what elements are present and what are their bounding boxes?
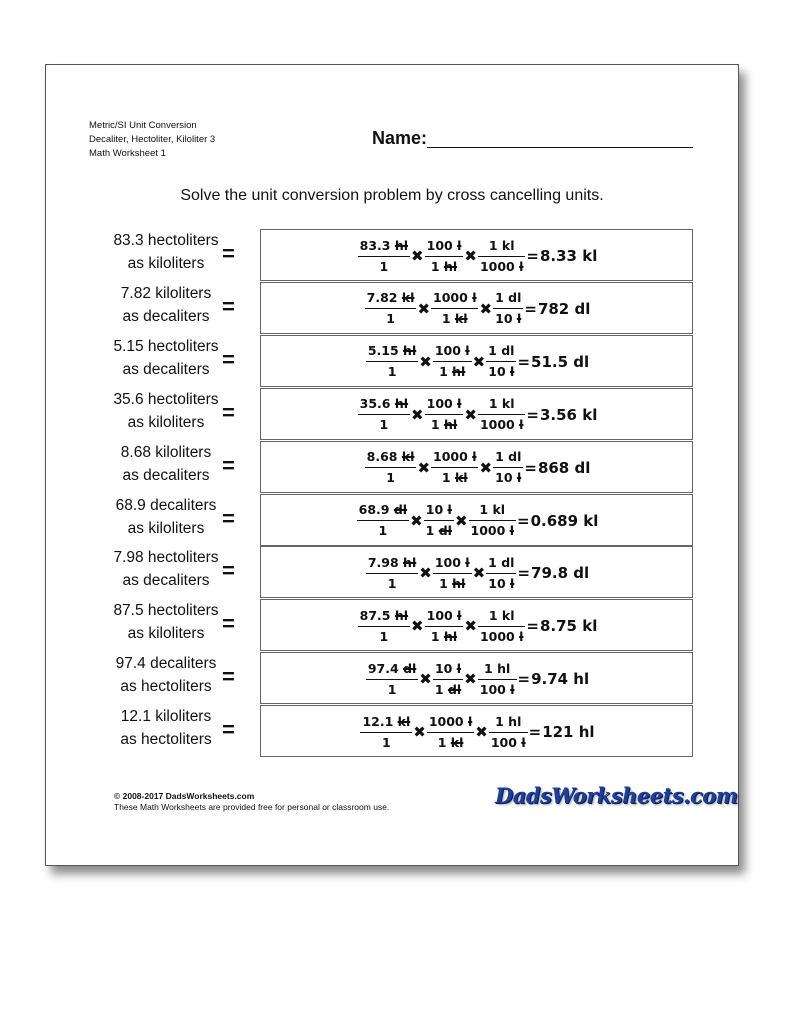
fraction [358, 608, 410, 645]
answer-box [260, 652, 693, 704]
fraction-numerator: 7.82 kl [366, 290, 415, 306]
conversion-expression [261, 547, 694, 599]
fraction-numerator: 1 hl [495, 713, 522, 729]
numerator-unit: l [447, 502, 452, 517]
fraction-bar [366, 361, 418, 362]
fraction-denominator: 1 [379, 628, 389, 644]
fraction-denominator: 1000 l [479, 628, 524, 644]
fraction-bar [478, 256, 525, 257]
fraction-denominator: 1 dl [434, 681, 462, 697]
numerator-unit: l [457, 396, 462, 412]
fraction-bar [486, 573, 516, 574]
fraction-denominator: 100 l [490, 734, 526, 750]
fraction-denominator: 1000 l [470, 523, 514, 538]
name-blank-line[interactable] [427, 147, 693, 148]
numerator-unit: dl [393, 502, 408, 517]
problem-quantity: 83.3 hectoliters [113, 232, 219, 249]
fraction [469, 502, 516, 539]
result-equals-sign: = [517, 352, 531, 371]
problem-row [46, 388, 738, 440]
numerator-unit: kl [397, 713, 411, 729]
fraction-bar [433, 361, 472, 362]
denominator-unit: kl [454, 470, 468, 486]
multiply-icon: ✖ [454, 511, 468, 530]
denominator-unit: dl [438, 523, 452, 538]
numerator-unit: kl [401, 449, 415, 465]
problem-quantity: 97.4 decaliters [115, 655, 217, 673]
fraction-bar [469, 520, 516, 521]
numerator-unit: kl [401, 290, 415, 306]
fraction [365, 290, 417, 327]
fraction-denominator: 1 [379, 258, 389, 274]
denominator-unit: l [510, 575, 515, 591]
fraction-denominator: 1 dl [425, 523, 452, 538]
multiply-icon: ✖ [479, 458, 493, 477]
denominator-unit: l [510, 681, 515, 697]
problem-target-unit: as decaliters [122, 466, 210, 484]
fraction [478, 608, 525, 645]
multiply-icon: ✖ [417, 458, 431, 477]
result-equals-sign: = [516, 511, 530, 530]
equals-sign: = [222, 293, 235, 319]
numerator-unit: l [465, 343, 470, 359]
fraction-numerator: 1 dl [488, 554, 515, 570]
numerator-unit: kl [501, 396, 515, 412]
fraction-numerator: 8.68 kl [366, 449, 415, 465]
multiply-icon: ✖ [472, 564, 486, 583]
conversion-expression [261, 600, 694, 652]
numerator-unit: dl [403, 660, 417, 676]
problem-target-unit: as kiloliters [127, 413, 205, 431]
result-equals-sign: = [526, 617, 539, 636]
conversion-result: 51.5 dl [531, 352, 590, 371]
answer-box [260, 441, 693, 493]
worksheet-page [45, 64, 739, 866]
worksheet-meta [89, 119, 215, 161]
multiply-icon: ✖ [419, 670, 432, 689]
denominator-unit: hl [443, 628, 458, 644]
fraction-numerator: 97.4 dl [367, 660, 417, 676]
fraction-numerator: 68.9 dl [358, 502, 408, 517]
answer-box [260, 388, 693, 440]
fraction-bar [433, 573, 472, 574]
worksheet-subject: Metric/SI Unit Conversion [89, 120, 197, 131]
denominator-unit: l [519, 258, 524, 274]
fraction [478, 396, 525, 433]
worksheet-topic: Decaliter, Hectoliter, Kiloliter 3 [89, 134, 216, 145]
fraction [358, 396, 410, 433]
result-equals-sign: = [524, 458, 537, 477]
numerator-unit: hl [394, 396, 409, 412]
fraction-bar [358, 256, 410, 257]
conversion-result: 8.75 kl [539, 617, 598, 636]
denominator-unit: dl [447, 681, 462, 697]
fraction-numerator: 100 l [426, 607, 462, 623]
conversion-result: 9.74 hl [531, 670, 590, 689]
fraction-numerator: 10 l [425, 502, 452, 517]
problem-quantity: 8.68 kiloliters [120, 443, 212, 461]
result-equals-sign: = [517, 564, 531, 583]
problem-row [46, 441, 738, 493]
fraction-denominator: 1 hl [430, 417, 458, 433]
fraction [365, 449, 417, 486]
fraction-numerator: 100 l [426, 237, 462, 253]
multiply-icon: ✖ [411, 617, 424, 636]
fraction-numerator: 1 hl [484, 660, 511, 676]
denominator-unit: l [516, 311, 522, 327]
fraction-denominator: 10 l [495, 311, 522, 327]
multiply-icon: ✖ [464, 670, 477, 689]
equals-sign: = [222, 399, 235, 425]
answer-box [260, 546, 693, 598]
fraction [433, 343, 472, 380]
equals-sign: = [222, 346, 235, 372]
conversion-expression [261, 706, 694, 758]
problem-row [46, 229, 738, 281]
numerator-unit: dl [508, 449, 522, 465]
fraction-numerator: 1000 l [428, 713, 473, 729]
multiply-icon: ✖ [411, 247, 424, 265]
fraction [358, 238, 410, 275]
fraction-denominator: 1 [386, 470, 395, 486]
multiply-icon: ✖ [475, 723, 488, 742]
numerator-unit: hl [403, 554, 417, 570]
fraction [425, 238, 464, 275]
numerator-unit: dl [501, 343, 515, 359]
conversion-result: 868 dl [537, 458, 591, 477]
denominator-unit: l [516, 470, 522, 486]
fraction-bar [424, 520, 454, 521]
problem-quantity: 7.82 kiloliters [120, 284, 212, 302]
fraction-numerator: 35.6 hl [359, 396, 409, 412]
fraction-denominator: 10 l [495, 470, 522, 486]
fraction-numerator: 1 dl [488, 343, 515, 359]
answer-box [260, 282, 693, 334]
fraction [424, 502, 454, 539]
problem-target-unit: as decaliters [122, 307, 210, 325]
fraction-bar [425, 626, 464, 627]
equals-sign: = [222, 717, 235, 743]
fraction [427, 714, 474, 751]
multiply-icon: ✖ [464, 405, 477, 424]
problem-target-unit: as kiloliters [127, 519, 205, 537]
fraction-bar [433, 679, 463, 680]
fraction-numerator: 100 l [426, 396, 462, 412]
denominator-unit: hl [452, 575, 466, 591]
fraction [366, 343, 418, 380]
equals-sign: = [222, 241, 235, 266]
multiply-icon: ✖ [413, 723, 426, 742]
fraction-bar [431, 308, 478, 309]
conversion-expression [261, 336, 694, 388]
fraction-numerator: 1000 l [433, 449, 477, 465]
problem-row [46, 546, 738, 598]
fraction-numerator: 1 dl [495, 290, 522, 306]
equals-sign: = [222, 558, 235, 584]
fraction-numerator: 1 kl [479, 502, 506, 517]
equals-sign: = [222, 452, 235, 478]
numerator-unit: l [467, 713, 473, 729]
result-equals-sign: = [526, 405, 539, 424]
fraction-numerator: 1 kl [488, 607, 515, 623]
fraction [360, 714, 412, 751]
fraction-numerator: 1000 l [433, 290, 477, 306]
fraction-denominator: 1 [386, 311, 395, 327]
denominator-unit: l [519, 417, 524, 433]
equals-sign: = [222, 611, 235, 637]
fraction-numerator: 100 l [434, 554, 470, 570]
multiply-icon: ✖ [419, 564, 432, 583]
fraction-numerator: 100 l [434, 343, 470, 359]
fraction-numerator: 83.3 hl [359, 237, 409, 253]
numerator-unit: hl [394, 237, 409, 253]
conversion-result: 121 hl [542, 723, 595, 742]
problem-target-unit: as hectoliters [120, 731, 212, 749]
fraction-bar [489, 732, 528, 733]
fraction [478, 238, 525, 275]
equals-sign: = [222, 664, 235, 690]
numerator-unit: hl [497, 660, 511, 676]
fraction-denominator: 1 [387, 681, 397, 697]
fraction-numerator: 5.15 hl [367, 343, 417, 359]
problem-row [46, 282, 738, 334]
numerator-unit: l [465, 554, 470, 570]
fraction-denominator: 1 [379, 417, 389, 433]
fraction-denominator: 100 l [479, 681, 515, 697]
answer-box [260, 494, 693, 546]
fraction-bar [365, 467, 417, 468]
fraction-denominator: 1000 l [479, 258, 524, 274]
fraction-denominator: 1 [378, 523, 388, 538]
conversion-expression [261, 283, 694, 335]
fraction [425, 396, 464, 433]
problem-target-unit: as hectoliters [120, 678, 212, 696]
numerator-unit: hl [403, 343, 417, 359]
result-equals-sign: = [528, 723, 542, 742]
multiply-icon: ✖ [419, 352, 432, 371]
numerator-unit: l [472, 290, 477, 306]
answer-box [260, 335, 693, 387]
denominator-unit: kl [454, 311, 468, 327]
problem-target-unit: as kiloliters [127, 255, 205, 272]
denominator-unit: kl [450, 734, 464, 750]
multiply-icon: ✖ [472, 352, 486, 371]
numerator-unit: l [472, 449, 477, 465]
problem-target-unit: as kiloliters [127, 625, 205, 643]
conversion-result: 79.8 dl [531, 564, 590, 583]
fraction-denominator: 10 l [488, 575, 515, 591]
fraction-numerator: 7.98 hl [367, 554, 417, 570]
fraction-numerator: 10 l [434, 660, 462, 676]
numerator-unit: dl [508, 290, 522, 306]
fraction-numerator: 1 dl [495, 449, 522, 465]
conversion-expression [261, 389, 694, 441]
fraction-numerator: 1 kl [488, 237, 515, 253]
fraction-bar [493, 467, 523, 468]
denominator-unit: l [509, 523, 514, 538]
fraction [366, 555, 418, 592]
denominator-unit: hl [443, 258, 458, 274]
fraction [478, 661, 517, 698]
denominator-unit: hl [452, 364, 466, 380]
fraction-bar [431, 467, 478, 468]
worksheet-number: Math Worksheet 1 [89, 148, 166, 159]
result-equals-sign: = [526, 247, 539, 265]
denominator-unit: l [519, 628, 524, 644]
dadsworksheets-logo: DadsWorksheets.com [495, 783, 738, 808]
copyright-text: © 2008-2017 DadsWorksheets.com [114, 791, 255, 801]
fraction [366, 661, 418, 698]
conversion-result: 8.33 kl [539, 247, 598, 265]
fraction [489, 714, 528, 751]
numerator-unit: hl [394, 607, 409, 623]
fraction-denominator: 1 [387, 364, 397, 380]
equals-sign: = [222, 505, 235, 531]
conversion-expression [261, 653, 694, 705]
problem-quantity: 5.15 hectoliters [113, 337, 219, 355]
multiply-icon: ✖ [479, 299, 493, 318]
problem-target-unit: as decaliters [122, 360, 210, 378]
fraction-bar [357, 520, 409, 521]
fraction-bar [478, 679, 517, 680]
conversion-result: 0.689 kl [530, 511, 599, 530]
fraction-bar [427, 732, 474, 733]
multiply-icon: ✖ [464, 247, 477, 265]
fraction [425, 608, 464, 645]
fraction [486, 343, 516, 380]
problem-row [46, 705, 738, 757]
result-equals-sign: = [517, 670, 531, 689]
conversion-expression [261, 442, 694, 494]
numerator-unit: l [457, 237, 462, 253]
fraction-bar [366, 679, 418, 680]
problem-row [46, 494, 738, 546]
conversion-result: 3.56 kl [539, 405, 598, 424]
fraction [431, 449, 478, 486]
fraction-denominator: 1 [387, 575, 397, 591]
fraction-bar [425, 414, 464, 415]
fraction [433, 661, 463, 698]
problem-quantity: 35.6 hectoliters [113, 390, 219, 408]
name-label: Name: [372, 128, 428, 148]
problem-row [46, 335, 738, 387]
answer-box [260, 705, 693, 757]
fraction-bar [493, 308, 523, 309]
numerator-unit: hl [508, 713, 522, 729]
problem-row [46, 652, 738, 704]
fraction-bar [478, 626, 525, 627]
fraction-numerator: 87.5 hl [359, 607, 409, 623]
fraction [433, 555, 472, 592]
fraction-denominator: 1 hl [439, 575, 466, 591]
conversion-expression [261, 230, 694, 282]
answer-box [260, 229, 693, 281]
fraction-denominator: 1 kl [441, 311, 468, 327]
fraction-numerator: 1 kl [488, 396, 515, 412]
fraction [486, 555, 516, 592]
fraction-denominator: 1 hl [439, 364, 466, 380]
fraction [493, 449, 523, 486]
fraction-denominator: 1000 l [479, 417, 524, 433]
denominator-unit: hl [443, 417, 458, 433]
fraction-bar [360, 732, 412, 733]
fraction-denominator: 1 kl [441, 470, 468, 486]
multiply-icon: ✖ [417, 299, 431, 318]
multiply-icon: ✖ [410, 511, 423, 530]
problem-quantity: 87.5 hectoliters [113, 602, 219, 620]
fraction-numerator: 12.1 kl [362, 713, 411, 729]
conversion-result: 782 dl [537, 299, 591, 318]
answer-box [260, 599, 693, 651]
numerator-unit: dl [501, 554, 515, 570]
result-equals-sign: = [524, 299, 537, 318]
fraction-bar [366, 573, 418, 574]
instructions: Solve the unit conversion problem by cross cancelling units. [180, 187, 604, 204]
footer [114, 791, 389, 813]
numerator-unit: kl [501, 237, 515, 253]
fraction-denominator: 1 [381, 734, 391, 750]
multiply-icon: ✖ [411, 405, 424, 424]
fraction-denominator: 1 hl [430, 628, 458, 644]
problem-target-unit: as decaliters [122, 572, 210, 590]
fraction-denominator: 1 kl [437, 734, 464, 750]
problem-quantity: 7.98 hectoliters [113, 549, 219, 567]
fraction-bar [486, 361, 516, 362]
numerator-unit: kl [501, 607, 515, 623]
problem-row [46, 599, 738, 651]
usage-note: These Math Worksheets are provided free for personal or classroom use. [114, 802, 390, 812]
denominator-unit: l [510, 364, 515, 380]
fraction [431, 290, 478, 327]
fraction-bar [358, 626, 410, 627]
numerator-unit: l [457, 607, 462, 623]
numerator-unit: l [456, 660, 462, 676]
fraction-denominator: 10 l [488, 364, 515, 380]
fraction-bar [365, 308, 417, 309]
conversion-expression [261, 495, 694, 547]
fraction-bar [425, 256, 464, 257]
problem-quantity: 68.9 decaliters [115, 496, 217, 514]
fraction-bar [478, 414, 525, 415]
multiply-icon: ✖ [464, 617, 477, 636]
fraction-denominator: 1 hl [430, 258, 458, 274]
fraction [493, 290, 523, 327]
problem-quantity: 12.1 kiloliters [120, 708, 212, 726]
fraction-bar [358, 414, 410, 415]
numerator-unit: kl [492, 502, 506, 517]
denominator-unit: l [521, 734, 526, 750]
fraction [357, 502, 409, 539]
